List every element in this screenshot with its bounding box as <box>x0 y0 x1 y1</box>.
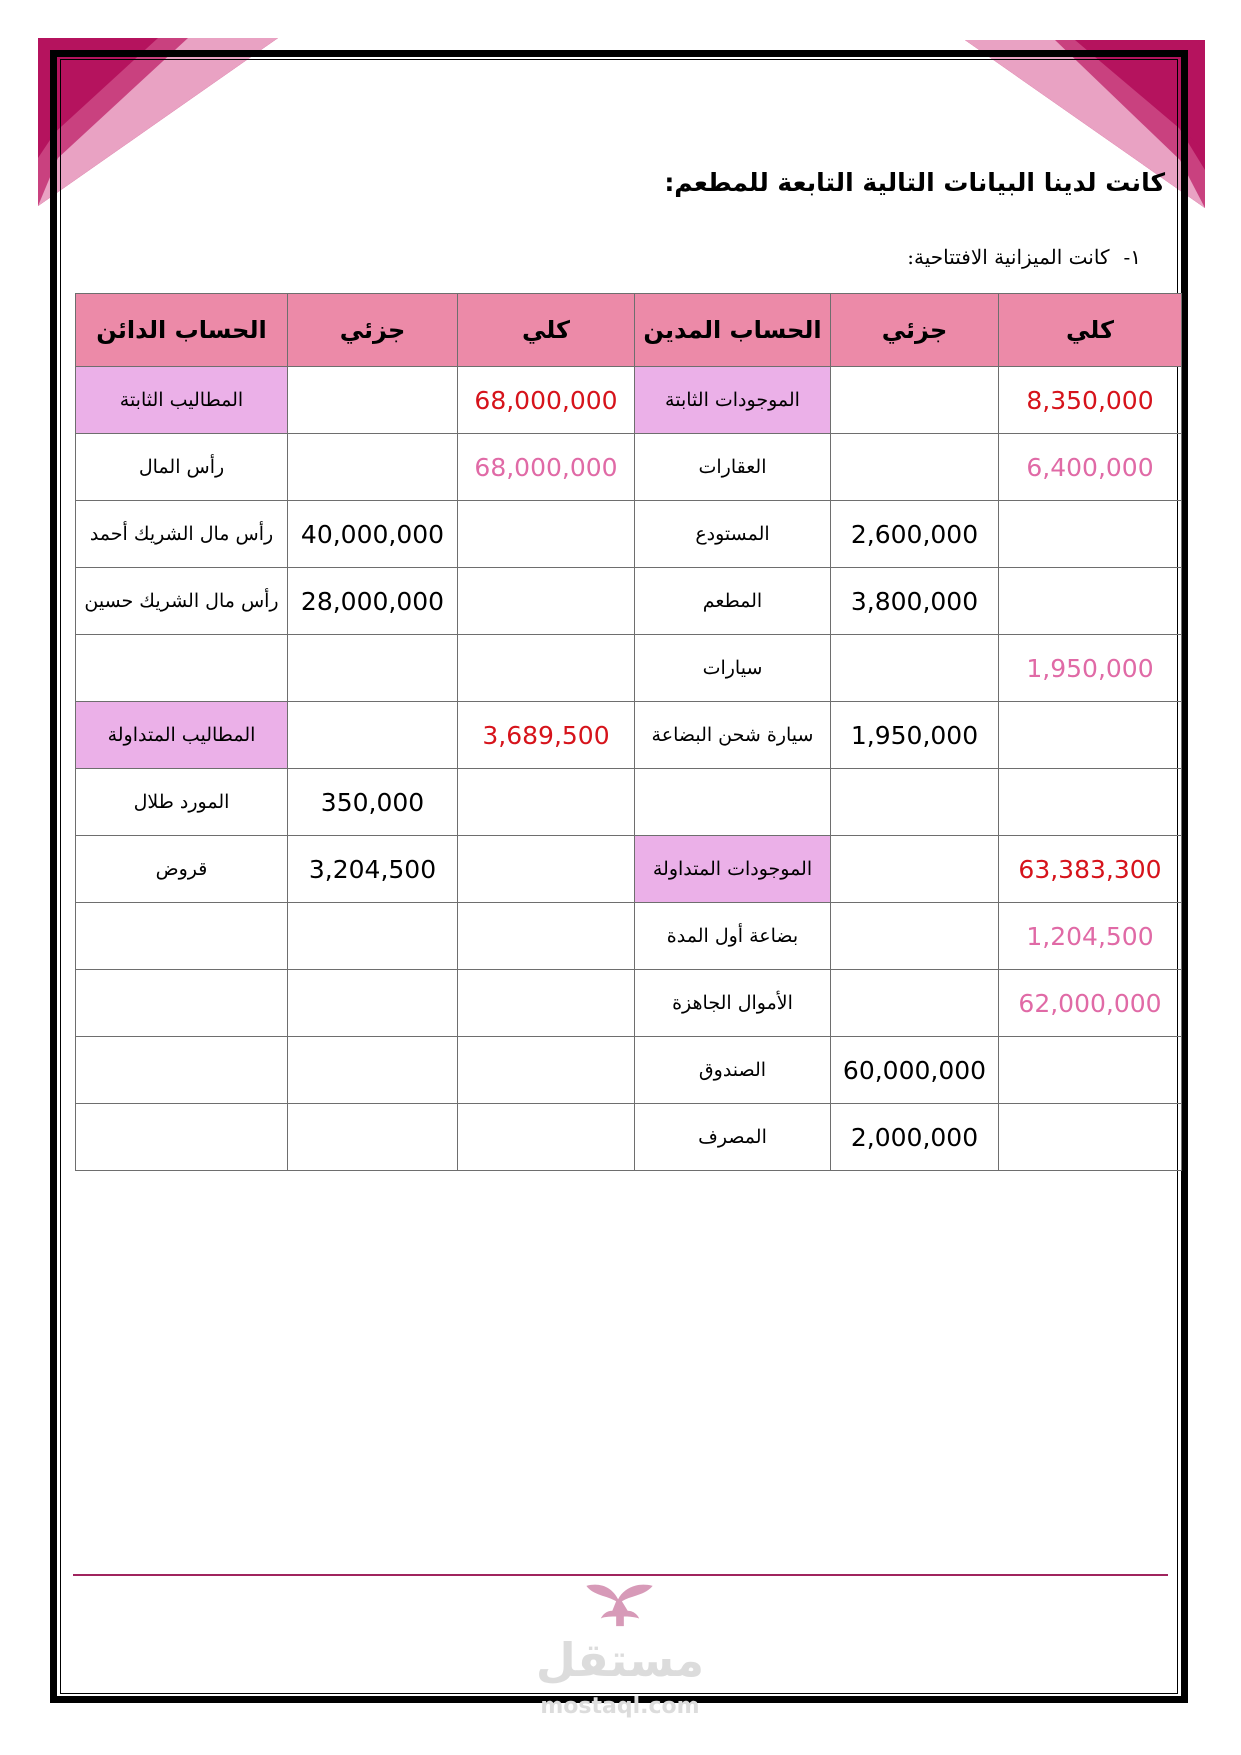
cell-credit-partial: 28,000,000 <box>288 568 458 635</box>
cell-credit-partial <box>288 1037 458 1104</box>
cell-credit-total <box>458 970 635 1037</box>
cell-debit-account: المطعم <box>635 568 831 635</box>
cell-debit-account: بضاعة أول المدة <box>635 903 831 970</box>
table-row <box>76 501 1182 568</box>
table-row <box>76 903 1182 970</box>
cell-debit-partial <box>831 635 999 702</box>
cell-debit-total <box>999 702 1182 769</box>
cell-credit-account <box>76 903 288 970</box>
cell-debit-total: 8,350,000 <box>999 367 1182 434</box>
logo-mark-icon <box>580 1582 660 1630</box>
column-header-debit-partial: جزئي <box>831 294 999 367</box>
cell-credit-account: قروض <box>76 836 288 903</box>
cell-debit-total: 62,000,000 <box>999 970 1182 1037</box>
cell-debit-account: الصندوق <box>635 1037 831 1104</box>
cell-debit-partial: 1,950,000 <box>831 702 999 769</box>
column-header-credit-partial: جزئي <box>288 294 458 367</box>
footer-divider <box>73 1574 1168 1576</box>
opening-balance-table <box>75 293 1182 1171</box>
cell-debit-account: سيارة شحن البضاعة <box>635 702 831 769</box>
cell-debit-partial: 2,000,000 <box>831 1104 999 1171</box>
item-number: ١- <box>1123 245 1141 269</box>
cell-credit-account: رأس مال الشريك حسين <box>76 568 288 635</box>
cell-credit-partial <box>288 970 458 1037</box>
table-row <box>76 1037 1182 1104</box>
logo-text-ar: مستقل <box>535 1633 705 1687</box>
cell-debit-partial: 60,000,000 <box>831 1037 999 1104</box>
cell-credit-partial: 3,204,500 <box>288 836 458 903</box>
cell-debit-account <box>635 769 831 836</box>
logo-text-en: mostaql.com <box>540 1694 700 1719</box>
table-row <box>76 1104 1182 1171</box>
table-row <box>76 769 1182 836</box>
cell-credit-account: المطاليب المتداولة <box>76 702 288 769</box>
cell-debit-total: 1,950,000 <box>999 635 1182 702</box>
cell-debit-partial: 3,800,000 <box>831 568 999 635</box>
cell-credit-partial <box>288 1104 458 1171</box>
cell-credit-account: المورد طلال <box>76 769 288 836</box>
cell-credit-total: 68,000,000 <box>458 434 635 501</box>
cell-debit-partial <box>831 970 999 1037</box>
table-row <box>76 568 1182 635</box>
cell-debit-total: 6,400,000 <box>999 434 1182 501</box>
cell-debit-account: المستودع <box>635 501 831 568</box>
cell-credit-account <box>76 635 288 702</box>
table-row <box>76 702 1182 769</box>
cell-debit-total <box>999 501 1182 568</box>
table-header-row <box>76 294 1182 367</box>
column-header-debit-total: كلي <box>999 294 1182 367</box>
table-row <box>76 970 1182 1037</box>
section-heading <box>907 245 1141 269</box>
cell-credit-account <box>76 1037 288 1104</box>
cell-debit-account: العقارات <box>635 434 831 501</box>
cell-credit-partial <box>288 367 458 434</box>
cell-credit-total <box>458 769 635 836</box>
cell-debit-partial <box>831 434 999 501</box>
mostaql-logo <box>520 1582 720 1720</box>
cell-credit-total <box>458 1037 635 1104</box>
column-header-credit-total: كلي <box>458 294 635 367</box>
cell-credit-total <box>458 836 635 903</box>
cell-debit-partial <box>831 769 999 836</box>
column-header-credit-account: الحساب الدائن <box>76 294 288 367</box>
cell-credit-partial <box>288 635 458 702</box>
cell-debit-total: 1,204,500 <box>999 903 1182 970</box>
cell-credit-total: 3,689,500 <box>458 702 635 769</box>
cell-debit-account: الموجودات الثابتة <box>635 367 831 434</box>
table-row <box>76 635 1182 702</box>
cell-credit-partial: 40,000,000 <box>288 501 458 568</box>
cell-credit-total: 68,000,000 <box>458 367 635 434</box>
cell-debit-account: المصرف <box>635 1104 831 1171</box>
cell-debit-partial <box>831 903 999 970</box>
cell-credit-account: رأس مال الشريك أحمد <box>76 501 288 568</box>
cell-credit-total <box>458 1104 635 1171</box>
table-row <box>76 836 1182 903</box>
column-header-debit-account: الحساب المدين <box>635 294 831 367</box>
cell-debit-partial <box>831 367 999 434</box>
cell-debit-total <box>999 1104 1182 1171</box>
table-row <box>76 434 1182 501</box>
cell-debit-account: سيارات <box>635 635 831 702</box>
cell-credit-account: المطاليب الثابتة <box>76 367 288 434</box>
table-row <box>76 367 1182 434</box>
cell-debit-total <box>999 1037 1182 1104</box>
cell-credit-account <box>76 970 288 1037</box>
cell-debit-account: الموجودات المتداولة <box>635 836 831 903</box>
cell-debit-partial <box>831 836 999 903</box>
page-title: كانت لدينا البيانات التالية التابعة للمطعم: <box>664 168 1165 197</box>
cell-credit-account <box>76 1104 288 1171</box>
cell-credit-partial <box>288 702 458 769</box>
cell-credit-partial <box>288 434 458 501</box>
cell-credit-account: رأس المال <box>76 434 288 501</box>
cell-credit-partial <box>288 903 458 970</box>
section-heading-text: كانت الميزانية الافتتاحية: <box>907 245 1110 269</box>
cell-credit-total <box>458 903 635 970</box>
cell-debit-partial: 2,600,000 <box>831 501 999 568</box>
cell-debit-account: الأموال الجاهزة <box>635 970 831 1037</box>
cell-debit-total <box>999 769 1182 836</box>
cell-credit-total <box>458 568 635 635</box>
cell-credit-total <box>458 501 635 568</box>
cell-debit-total: 63,383,300 <box>999 836 1182 903</box>
cell-debit-total <box>999 568 1182 635</box>
cell-credit-partial: 350,000 <box>288 769 458 836</box>
cell-credit-total <box>458 635 635 702</box>
